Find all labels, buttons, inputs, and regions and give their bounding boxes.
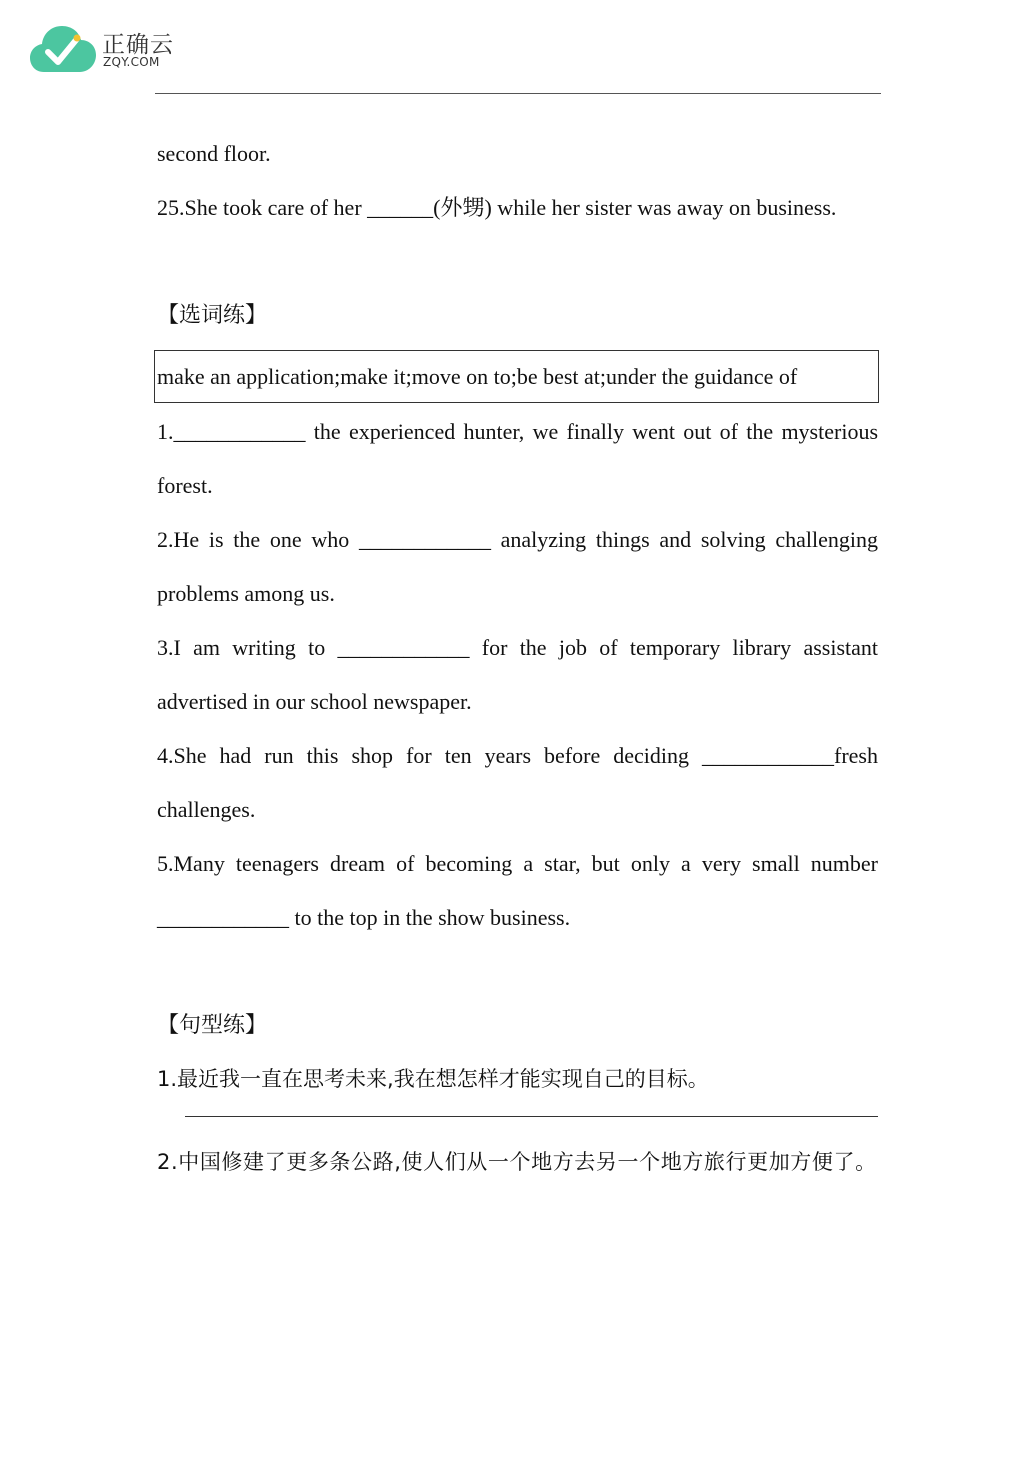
header-divider bbox=[155, 93, 881, 94]
answer-line bbox=[185, 1116, 878, 1117]
document-body bbox=[157, 127, 878, 1189]
choose-item-4 bbox=[157, 729, 878, 837]
blank-line: ____________ bbox=[157, 905, 289, 930]
item-text: 4.She had run this shop for ten years before deciding bbox=[157, 743, 703, 768]
question-text: (外甥) while her sister was away on business. bbox=[433, 195, 837, 220]
choose-item-1 bbox=[157, 405, 878, 513]
sentence-item-1: 1.最近我一直在思考未来,我在想怎样才能实现自己的目标。 bbox=[157, 1067, 709, 1091]
item-text: 3.I am writing to bbox=[157, 635, 338, 660]
choose-item-3 bbox=[157, 621, 878, 729]
question-25 bbox=[157, 181, 878, 235]
item-text: analyzing things and solving challenging problems among us. bbox=[157, 527, 878, 606]
item-text: the experienced hunter, we finally went out of the mysterious forest. bbox=[157, 419, 878, 498]
blank-line: ____________ bbox=[702, 743, 835, 768]
blank-line: ____________ bbox=[173, 419, 306, 444]
item-text: for the job of temporary library assistant advertised in our school newspaper. bbox=[157, 635, 878, 714]
cloud-check-icon bbox=[30, 22, 96, 74]
section-heading-choose: 【选词练】 bbox=[157, 302, 268, 327]
question-text: 25.She took care of her bbox=[157, 195, 368, 220]
zqy-logo bbox=[30, 22, 190, 74]
blank-line: ______ bbox=[367, 195, 434, 220]
continued-line: second floor. bbox=[157, 141, 271, 166]
choose-item-2 bbox=[157, 513, 878, 621]
blank-line: ____________ bbox=[358, 527, 491, 552]
logo-name-cn: 正确云 bbox=[102, 32, 174, 58]
item-text: 2.He is the one who bbox=[157, 527, 359, 552]
sentence-item-2: 2.中国修建了更多条公路,使人们从一个地方去另一个地方旅行更加方便了。 bbox=[157, 1150, 877, 1174]
choose-item-5 bbox=[157, 837, 878, 945]
item-text: 1. bbox=[157, 419, 174, 444]
blank-line: ____________ bbox=[337, 635, 470, 660]
word-bank-box: make an application;make it;move on to;be best at;under the guidance of bbox=[154, 350, 879, 403]
item-text: 5.Many teenagers dream of becoming a star, but only a very small number bbox=[157, 851, 878, 876]
item-text: fresh challenges. bbox=[157, 743, 878, 822]
logo-name-en: ZQY.COM bbox=[103, 55, 160, 69]
item-text: to the top in the show business. bbox=[289, 905, 571, 930]
section-heading-sentence: 【句型练】 bbox=[157, 1012, 268, 1037]
